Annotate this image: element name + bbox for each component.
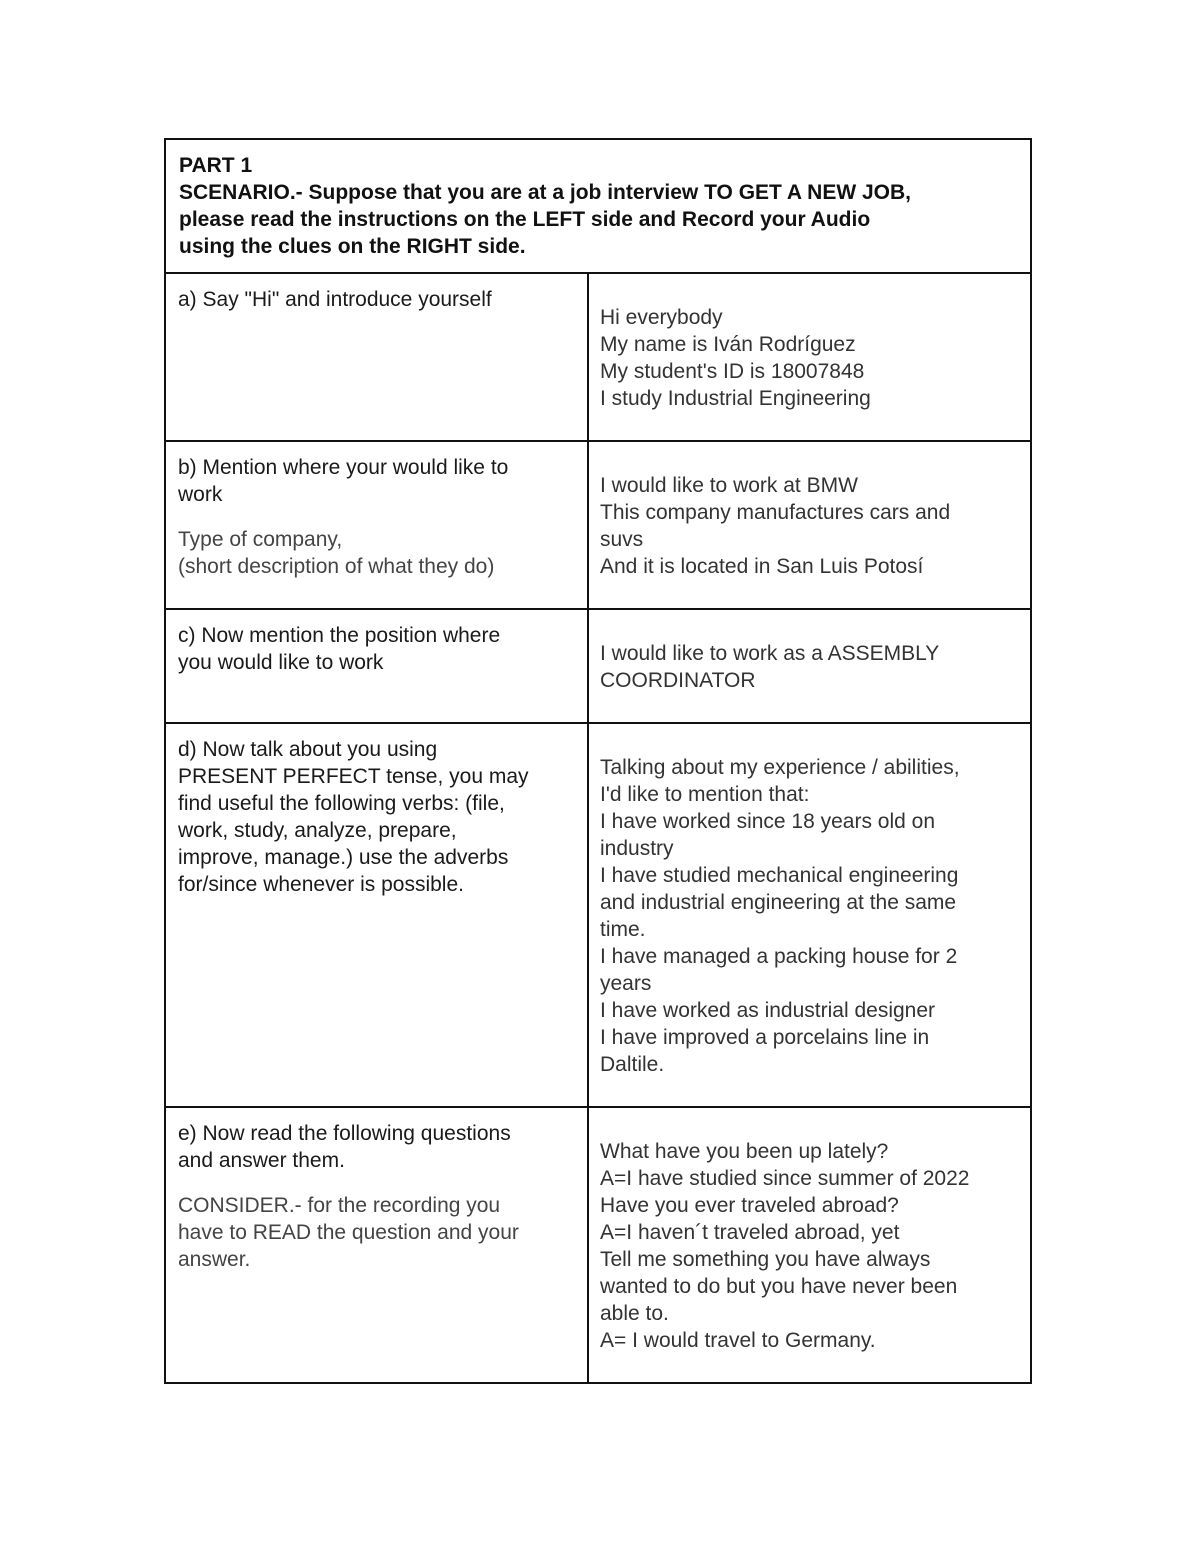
instruction-text: work, study, analyze, prepare, xyxy=(178,819,457,842)
answer-text: A= I would travel to Germany. xyxy=(600,1329,876,1352)
answer-text: wanted to do but you have never been xyxy=(600,1275,958,1298)
answer-text: I would like to work as a ASSEMBLY xyxy=(600,642,940,665)
instruction-text: PRESENT PERFECT tense, you may xyxy=(178,765,529,788)
answer-text: able to. xyxy=(600,1302,669,1325)
answer-text: time. xyxy=(600,918,646,941)
instruction-text: and answer them. xyxy=(178,1149,345,1172)
answer-text: And it is located in San Luis Potosí xyxy=(600,555,924,578)
part-title: PART 1 xyxy=(179,154,253,177)
answer-text: I have worked since 18 years old on xyxy=(600,810,936,833)
answer-text: My student's ID is 18007848 xyxy=(600,360,865,383)
answer-cell-b xyxy=(589,442,1030,608)
scenario-line-3: using the clues on the RIGHT side. xyxy=(179,235,526,258)
instruction-text: e) Now read the following questions xyxy=(178,1122,511,1145)
answer-text: A=I have studied since summer of 2022 xyxy=(600,1167,970,1190)
instruction-note: CONSIDER.- for the recording you xyxy=(178,1194,501,1217)
answer-text: Hi everybody xyxy=(600,306,723,329)
answer-text: I have worked as industrial designer xyxy=(600,999,936,1022)
answer-text: and industrial engineering at the same xyxy=(600,891,957,914)
instruction-text: improve, manage.) use the adverbs xyxy=(178,846,509,869)
instruction-text: for/since whenever is possible. xyxy=(178,873,464,896)
instruction-text: d) Now talk about you using xyxy=(178,738,438,761)
answer-text: suvs xyxy=(600,528,644,551)
answer-cell-d xyxy=(589,724,1030,1106)
instruction-text: a) Say "Hi" and introduce yourself xyxy=(178,288,492,311)
answer-text: I have studied mechanical engineering xyxy=(600,864,959,887)
instruction-text: you would like to work xyxy=(178,651,384,674)
instruction-text: work xyxy=(178,483,223,506)
instruction-cell-c xyxy=(166,610,589,722)
answer-text: COORDINATOR xyxy=(600,669,756,692)
answer-text: I have managed a packing house for 2 xyxy=(600,945,958,968)
instruction-note: (short description of what they do) xyxy=(178,555,495,578)
answer-text: Tell me something you have always xyxy=(600,1248,931,1271)
instruction-note: Type of company, xyxy=(178,528,343,551)
answer-cell-e xyxy=(589,1108,1030,1382)
table-row-d xyxy=(166,724,1030,1108)
answer-text: years xyxy=(600,972,652,995)
answer-cell-a xyxy=(589,274,1030,440)
instruction-note: answer. xyxy=(178,1248,251,1271)
answer-text: Have you ever traveled abroad? xyxy=(600,1194,899,1217)
answer-text: My name is Iván Rodríguez xyxy=(600,333,856,356)
table-row-e xyxy=(166,1108,1030,1382)
instruction-text: find useful the following verbs: (file, xyxy=(178,792,505,815)
instruction-cell-d xyxy=(166,724,589,1106)
instruction-text: c) Now mention the position where xyxy=(178,624,501,647)
scenario-line-2: please read the instructions on the LEFT side and Record your Audio xyxy=(179,208,871,231)
answer-text: I'd like to mention that: xyxy=(600,783,810,806)
scenario-line-1: SCENARIO.- Suppose that you are at a job interview TO GET A NEW JOB, xyxy=(179,181,911,204)
instruction-cell-e xyxy=(166,1108,589,1382)
answer-text: A=I haven´t traveled abroad, yet xyxy=(600,1221,900,1244)
answer-text: What have you been up lately? xyxy=(600,1140,889,1163)
answer-text: I have improved a porcelains line in xyxy=(600,1026,930,1049)
answer-cell-c xyxy=(589,610,1030,722)
table-row-a xyxy=(166,274,1030,442)
instruction-cell-a xyxy=(166,274,589,440)
instruction-text: b) Mention where your would like to xyxy=(178,456,509,479)
answer-text: I would like to work at BMW xyxy=(600,474,858,497)
answer-text: Daltile. xyxy=(600,1053,665,1076)
answer-text: I study Industrial Engineering xyxy=(600,387,871,410)
answer-text: industry xyxy=(600,837,674,860)
instruction-cell-b xyxy=(166,442,589,608)
table-row-b xyxy=(166,442,1030,610)
instruction-note: have to READ the question and your xyxy=(178,1221,519,1244)
interview-table xyxy=(164,138,1032,1384)
table-header xyxy=(166,140,1030,274)
answer-text: This company manufactures cars and xyxy=(600,501,951,524)
table-row-c xyxy=(166,610,1030,724)
answer-text: Talking about my experience / abilities, xyxy=(600,756,960,779)
